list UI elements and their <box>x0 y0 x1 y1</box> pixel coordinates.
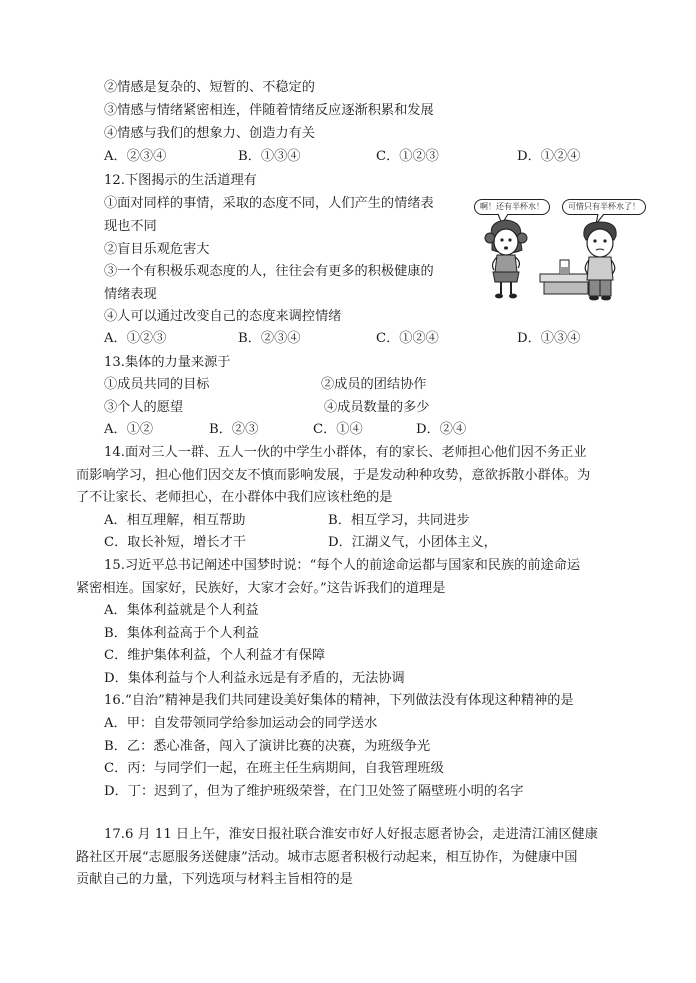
q12-option-c: C．①②④ <box>376 331 439 346</box>
q15-option-a: A．集体利益就是个人利益 <box>104 603 259 618</box>
q11-options <box>104 147 580 167</box>
q16-option-b: B．乙：悉心准备，闯入了演讲比赛的决赛，为班级争光 <box>104 739 431 754</box>
q12-option-b: B．②③④ <box>238 331 301 346</box>
q11-option-b: B．①③④ <box>238 149 301 164</box>
q13-statement-3: ③个人的愿望 <box>104 400 184 415</box>
q13-option-d: D．②④ <box>416 422 467 437</box>
q12-stem: 12.下图揭示的生活道理有 <box>104 173 257 188</box>
q15-option-d: D．集体利益与个人利益永远是有矛盾的，无法协调 <box>104 671 405 686</box>
q12-option-d: D．①③④ <box>517 331 581 346</box>
q11-statement-2: ②情感是复杂的、短暂的、不稳定的 <box>104 80 315 95</box>
q16-option-c: C．丙：与同学们一起，在班主任生病期间，自我管理班级 <box>104 761 444 776</box>
q15-stem-line-1: 15.习近平总书记阐述中国梦时说：“每个人的前途命运都与国家和民族的前途命运 <box>104 558 581 573</box>
q13-statement-2: ②成员的团结协作 <box>321 377 427 392</box>
q13-option-a: A．①② <box>104 422 154 437</box>
cartoon-drawing <box>468 194 658 312</box>
q17-stem-line-2: 路社区开展“志愿服务送健康”活动。城市志愿者积极行动起来，相互协作，为健康中国 <box>76 850 578 865</box>
q15-option-b: B．集体利益高于个人利益 <box>104 626 259 641</box>
girl-speech-bubble: 啊！还有半杯水！ <box>474 199 550 215</box>
q12-statement-1-cont: 现也不同 <box>104 219 157 234</box>
q16-option-a: A．甲：自发带领同学给参加运动会的同学送水 <box>104 716 378 731</box>
boy-speech-bubble: 可惜只有半杯水了！ <box>562 199 646 215</box>
q17-stem-line-3: 贡献自己的力量，下列选项与材料主旨相符的是 <box>76 872 353 887</box>
half-glass-cartoon <box>468 194 658 312</box>
q14-stem-line-1: 14.面对三人一群、五人一伙的中学生小群体，有的家长、老师担心他们因不务正业 <box>104 445 587 460</box>
q11-option-c: C．①②③ <box>376 149 439 164</box>
table-with-glass <box>540 260 592 294</box>
q12-statement-1: ①面对同样的事情，采取的态度不同，人们产生的情绪表 <box>104 196 434 211</box>
q12-statement-3: ③一个有积极乐观态度的人，往往会有更多的积极健康的 <box>104 264 434 279</box>
q12-statement-2: ②盲目乐观危害大 <box>104 242 210 257</box>
q16-option-d: D．丁：迟到了，但为了维护班级荣誉，在门卫处签了隔壁班小明的名字 <box>104 784 524 799</box>
q13-option-c: C．①④ <box>313 422 363 437</box>
q15-option-c: C．维护集体利益，个人利益才有保障 <box>104 648 326 663</box>
q11-statement-4: ④情感与我们的想象力、创造力有关 <box>104 126 315 141</box>
q12-statement-3-cont: 情绪表现 <box>104 287 157 302</box>
girl-figure <box>485 220 527 298</box>
q11-option-a: A．②③④ <box>104 149 167 164</box>
q13-statement-1: ①成员共同的目标 <box>104 377 210 392</box>
q14-option-b: B．相互学习，共同进步 <box>328 513 470 528</box>
q14-option-a: A．相互理解，相互帮助 <box>104 513 246 528</box>
q17-stem-line-1: 17.6 月 11 日上午，淮安日报社联合淮安市好人好报志愿者协会，走进清江浦区健康 <box>104 827 598 842</box>
q11-statement-3: ③情感与情绪紧密相连，伴随着情绪反应逐渐积累和发展 <box>104 103 434 118</box>
q11-option-d: D．①②④ <box>517 149 581 164</box>
q13-options <box>104 420 466 440</box>
q15-stem-line-2: 紧密相连。国家好，民族好，大家才会好。”这告诉我们的道理是 <box>76 581 446 596</box>
q14-stem-line-2: 而影响学习，担心他们因交友不慎而影响发展，于是发动种种攻势，意欲拆散小群体。为 <box>76 468 591 483</box>
q14-stem-line-3: 了不让家长、老师担心，在小群体中我们应该杜绝的是 <box>76 490 393 505</box>
q14-option-c: C．取长补短，增长才干 <box>104 535 246 550</box>
q12-option-a: A．①②③ <box>104 331 167 346</box>
q13-statement-4: ④成员数量的多少 <box>324 400 430 415</box>
q12-statement-4: ④人可以通过改变自己的态度来调控情绪 <box>104 309 342 324</box>
q13-stem: 13.集体的力量来源于 <box>104 355 231 370</box>
q14-option-d: D．江湖义气，小团体主义， <box>328 535 497 550</box>
q12-options <box>104 329 580 349</box>
q16-stem: 16.“自治”精神是我们共同建设美好集体的精神，下列做法没有体现这种精神的是 <box>104 693 574 708</box>
boy-figure <box>584 222 616 300</box>
q13-option-b: B．②③ <box>209 422 259 437</box>
